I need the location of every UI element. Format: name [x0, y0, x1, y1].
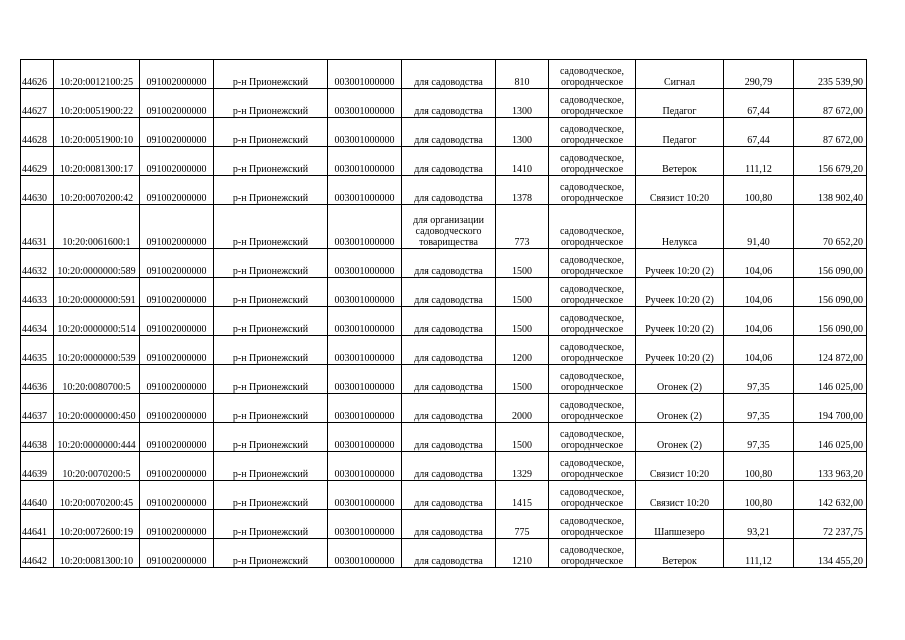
okato-code-cell: 091002000000: [140, 205, 214, 249]
cadastral-value-cell: 194 700,00: [794, 394, 867, 423]
record-number-cell: 44628: [21, 118, 54, 147]
permitted-use-cell: для садоводства: [402, 278, 496, 307]
okato-code-cell: 091002000000: [140, 336, 214, 365]
area-cell: 1500: [496, 307, 549, 336]
table-row: [21, 510, 867, 539]
okato-code-cell: 091002000000: [140, 452, 214, 481]
record-number-cell: 44632: [21, 249, 54, 278]
category-code-cell: 003001000000: [328, 278, 402, 307]
cadastral-value-cell: 87 672,00: [794, 89, 867, 118]
cadastral-value-cell: 142 632,00: [794, 481, 867, 510]
okato-code-cell: 091002000000: [140, 394, 214, 423]
cadastral-value-cell: 156 090,00: [794, 307, 867, 336]
permitted-use-cell: для садоводства: [402, 307, 496, 336]
permitted-use-cell: для садоводства: [402, 452, 496, 481]
association-name-cell: Педагог: [636, 118, 724, 147]
specific-value-cell: 104,06: [724, 336, 794, 365]
land-category-cell: садоводческое, огороднческое: [549, 147, 636, 176]
table-row: [21, 423, 867, 452]
area-cell: 1300: [496, 89, 549, 118]
okato-code-cell: 091002000000: [140, 365, 214, 394]
cadastral-number-cell: 10:20:0000000:591: [54, 278, 140, 307]
cadastral-value-cell: 156 679,20: [794, 147, 867, 176]
cadastral-value-cell: 133 963,20: [794, 452, 867, 481]
land-category-cell: садоводческое, огороднческое: [549, 394, 636, 423]
area-cell: 1210: [496, 539, 549, 568]
cadastral-number-cell: 10:20:0080700:5: [54, 365, 140, 394]
record-number-cell: 44627: [21, 89, 54, 118]
table-row: [21, 307, 867, 336]
okato-code-cell: 091002000000: [140, 278, 214, 307]
cadastral-value-cell: 156 090,00: [794, 249, 867, 278]
specific-value-cell: 104,06: [724, 249, 794, 278]
district-cell: р-н Прионежский: [214, 278, 328, 307]
permitted-use-cell: для садоводства: [402, 539, 496, 568]
permitted-use-cell: для садоводства: [402, 423, 496, 452]
association-name-cell: Связист 10:20: [636, 452, 724, 481]
category-code-cell: 003001000000: [328, 336, 402, 365]
okato-code-cell: 091002000000: [140, 118, 214, 147]
okato-code-cell: 091002000000: [140, 60, 214, 89]
district-cell: р-н Прионежский: [214, 481, 328, 510]
district-cell: р-н Прионежский: [214, 452, 328, 481]
category-code-cell: 003001000000: [328, 481, 402, 510]
category-code-cell: 003001000000: [328, 89, 402, 118]
record-number-cell: 44629: [21, 147, 54, 176]
district-cell: р-н Прионежский: [214, 205, 328, 249]
record-number-cell: 44631: [21, 205, 54, 249]
table-row: [21, 89, 867, 118]
cadastral-value-cell: 235 539,90: [794, 60, 867, 89]
area-cell: 1500: [496, 249, 549, 278]
permitted-use-cell: для организации садоводческого товарищества: [402, 205, 496, 249]
table-row: [21, 60, 867, 89]
record-number-cell: 44640: [21, 481, 54, 510]
table-row: [21, 539, 867, 568]
association-name-cell: Ветерок: [636, 539, 724, 568]
cadastral-number-cell: 10:20:0000000:539: [54, 336, 140, 365]
cadastral-number-cell: 10:20:0081300:10: [54, 539, 140, 568]
district-cell: р-н Прионежский: [214, 336, 328, 365]
specific-value-cell: 67,44: [724, 118, 794, 147]
land-category-cell: садоводческое, огороднческое: [549, 249, 636, 278]
specific-value-cell: 100,80: [724, 452, 794, 481]
specific-value-cell: 97,35: [724, 394, 794, 423]
record-number-cell: 44635: [21, 336, 54, 365]
land-plots-table: [20, 59, 867, 568]
category-code-cell: 003001000000: [328, 118, 402, 147]
category-code-cell: 003001000000: [328, 205, 402, 249]
land-category-cell: садоводческое, огороднческое: [549, 307, 636, 336]
association-name-cell: Ручеек 10:20 (2): [636, 336, 724, 365]
district-cell: р-н Прионежский: [214, 118, 328, 147]
association-name-cell: Шапшезеро: [636, 510, 724, 539]
permitted-use-cell: для садоводства: [402, 365, 496, 394]
land-category-cell: садоводческое, огороднческое: [549, 336, 636, 365]
cadastral-number-cell: 10:20:0000000:514: [54, 307, 140, 336]
category-code-cell: 003001000000: [328, 452, 402, 481]
record-number-cell: 44633: [21, 278, 54, 307]
association-name-cell: Ручеек 10:20 (2): [636, 278, 724, 307]
permitted-use-cell: для садоводства: [402, 60, 496, 89]
specific-value-cell: 93,21: [724, 510, 794, 539]
table-row: [21, 176, 867, 205]
cadastral-number-cell: 10:20:0000000:450: [54, 394, 140, 423]
table-row: [21, 118, 867, 147]
area-cell: 1415: [496, 481, 549, 510]
specific-value-cell: 290,79: [724, 60, 794, 89]
land-category-cell: садоводческое, огороднческое: [549, 205, 636, 249]
okato-code-cell: 091002000000: [140, 176, 214, 205]
specific-value-cell: 104,06: [724, 278, 794, 307]
district-cell: р-н Прионежский: [214, 365, 328, 394]
specific-value-cell: 100,80: [724, 176, 794, 205]
category-code-cell: 003001000000: [328, 147, 402, 176]
category-code-cell: 003001000000: [328, 510, 402, 539]
area-cell: 2000: [496, 394, 549, 423]
area-cell: 1200: [496, 336, 549, 365]
record-number-cell: 44641: [21, 510, 54, 539]
table-row: [21, 205, 867, 249]
category-code-cell: 003001000000: [328, 365, 402, 394]
cadastral-number-cell: 10:20:0081300:17: [54, 147, 140, 176]
association-name-cell: Связист 10:20: [636, 176, 724, 205]
association-name-cell: Огонек (2): [636, 423, 724, 452]
association-name-cell: Нелукса: [636, 205, 724, 249]
specific-value-cell: 104,06: [724, 307, 794, 336]
district-cell: р-н Прионежский: [214, 176, 328, 205]
association-name-cell: Ручеек 10:20 (2): [636, 249, 724, 278]
record-number-cell: 44638: [21, 423, 54, 452]
category-code-cell: 003001000000: [328, 176, 402, 205]
okato-code-cell: 091002000000: [140, 249, 214, 278]
district-cell: р-н Прионежский: [214, 423, 328, 452]
record-number-cell: 44626: [21, 60, 54, 89]
area-cell: 775: [496, 510, 549, 539]
area-cell: 1329: [496, 452, 549, 481]
table-row: [21, 336, 867, 365]
record-number-cell: 44630: [21, 176, 54, 205]
district-cell: р-н Прионежский: [214, 89, 328, 118]
permitted-use-cell: для садоводства: [402, 118, 496, 147]
specific-value-cell: 91,40: [724, 205, 794, 249]
area-cell: 810: [496, 60, 549, 89]
district-cell: р-н Прионежский: [214, 307, 328, 336]
cadastral-number-cell: 10:20:0070200:5: [54, 452, 140, 481]
cadastral-number-cell: 10:20:0012100:25: [54, 60, 140, 89]
land-category-cell: садоводческое, огороднческое: [549, 510, 636, 539]
record-number-cell: 44642: [21, 539, 54, 568]
table-row: [21, 481, 867, 510]
association-name-cell: Педагог: [636, 89, 724, 118]
permitted-use-cell: для садоводства: [402, 510, 496, 539]
specific-value-cell: 111,12: [724, 539, 794, 568]
association-name-cell: Сигнал: [636, 60, 724, 89]
cadastral-value-cell: 70 652,20: [794, 205, 867, 249]
cadastral-value-cell: 124 872,00: [794, 336, 867, 365]
district-cell: р-н Прионежский: [214, 147, 328, 176]
district-cell: р-н Прионежский: [214, 539, 328, 568]
district-cell: р-н Прионежский: [214, 394, 328, 423]
category-code-cell: 003001000000: [328, 539, 402, 568]
cadastral-value-cell: 156 090,00: [794, 278, 867, 307]
area-cell: 1500: [496, 365, 549, 394]
specific-value-cell: 97,35: [724, 365, 794, 394]
area-cell: 773: [496, 205, 549, 249]
table-row: [21, 365, 867, 394]
land-category-cell: садоводческое, огороднческое: [549, 278, 636, 307]
association-name-cell: Огонек (2): [636, 394, 724, 423]
area-cell: 1410: [496, 147, 549, 176]
cadastral-number-cell: 10:20:0070200:45: [54, 481, 140, 510]
cadastral-number-cell: 10:20:0070200:42: [54, 176, 140, 205]
okato-code-cell: 091002000000: [140, 539, 214, 568]
land-category-cell: садоводческое, огороднческое: [549, 452, 636, 481]
association-name-cell: Ручеек 10:20 (2): [636, 307, 724, 336]
okato-code-cell: 091002000000: [140, 307, 214, 336]
area-cell: 1300: [496, 118, 549, 147]
record-number-cell: 44636: [21, 365, 54, 394]
okato-code-cell: 091002000000: [140, 481, 214, 510]
cadastral-value-cell: 146 025,00: [794, 423, 867, 452]
table-row: [21, 249, 867, 278]
specific-value-cell: 97,35: [724, 423, 794, 452]
association-name-cell: Связист 10:20: [636, 481, 724, 510]
cadastral-value-cell: 138 902,40: [794, 176, 867, 205]
cadastral-number-cell: 10:20:0000000:589: [54, 249, 140, 278]
record-number-cell: 44634: [21, 307, 54, 336]
cadastral-number-cell: 10:20:0061600:1: [54, 205, 140, 249]
cadastral-number-cell: 10:20:0051900:22: [54, 89, 140, 118]
permitted-use-cell: для садоводства: [402, 481, 496, 510]
category-code-cell: 003001000000: [328, 423, 402, 452]
specific-value-cell: 100,80: [724, 481, 794, 510]
land-category-cell: садоводческое, огороднческое: [549, 481, 636, 510]
area-cell: 1500: [496, 423, 549, 452]
category-code-cell: 003001000000: [328, 394, 402, 423]
permitted-use-cell: для садоводства: [402, 249, 496, 278]
table-body: [21, 60, 867, 568]
land-category-cell: садоводческое, огороднческое: [549, 118, 636, 147]
table-row: [21, 147, 867, 176]
okato-code-cell: 091002000000: [140, 510, 214, 539]
record-number-cell: 44637: [21, 394, 54, 423]
specific-value-cell: 111,12: [724, 147, 794, 176]
permitted-use-cell: для садоводства: [402, 89, 496, 118]
land-category-cell: садоводческое, огороднческое: [549, 539, 636, 568]
category-code-cell: 003001000000: [328, 60, 402, 89]
cadastral-value-cell: 134 455,20: [794, 539, 867, 568]
permitted-use-cell: для садоводства: [402, 176, 496, 205]
record-number-cell: 44639: [21, 452, 54, 481]
cadastral-number-cell: 10:20:0000000:444: [54, 423, 140, 452]
category-code-cell: 003001000000: [328, 249, 402, 278]
okato-code-cell: 091002000000: [140, 423, 214, 452]
permitted-use-cell: для садоводства: [402, 394, 496, 423]
permitted-use-cell: для садоводства: [402, 147, 496, 176]
table-row: [21, 278, 867, 307]
table-row: [21, 394, 867, 423]
district-cell: р-н Прионежский: [214, 60, 328, 89]
cadastral-value-cell: 72 237,75: [794, 510, 867, 539]
district-cell: р-н Прионежский: [214, 249, 328, 278]
okato-code-cell: 091002000000: [140, 89, 214, 118]
cadastral-number-cell: 10:20:0051900:10: [54, 118, 140, 147]
cadastral-value-cell: 87 672,00: [794, 118, 867, 147]
permitted-use-cell: для садоводства: [402, 336, 496, 365]
district-cell: р-н Прионежский: [214, 510, 328, 539]
specific-value-cell: 67,44: [724, 89, 794, 118]
land-category-cell: садоводческое, огороднческое: [549, 423, 636, 452]
area-cell: 1500: [496, 278, 549, 307]
category-code-cell: 003001000000: [328, 307, 402, 336]
cadastral-number-cell: 10:20:0072600:19: [54, 510, 140, 539]
table-row: [21, 452, 867, 481]
land-category-cell: садоводческое, огороднческое: [549, 365, 636, 394]
association-name-cell: Огонек (2): [636, 365, 724, 394]
land-category-cell: садоводческое, огороднческое: [549, 60, 636, 89]
okato-code-cell: 091002000000: [140, 147, 214, 176]
land-category-cell: садоводческое, огороднческое: [549, 176, 636, 205]
land-category-cell: садоводческое, огороднческое: [549, 89, 636, 118]
cadastral-value-cell: 146 025,00: [794, 365, 867, 394]
area-cell: 1378: [496, 176, 549, 205]
association-name-cell: Ветерок: [636, 147, 724, 176]
